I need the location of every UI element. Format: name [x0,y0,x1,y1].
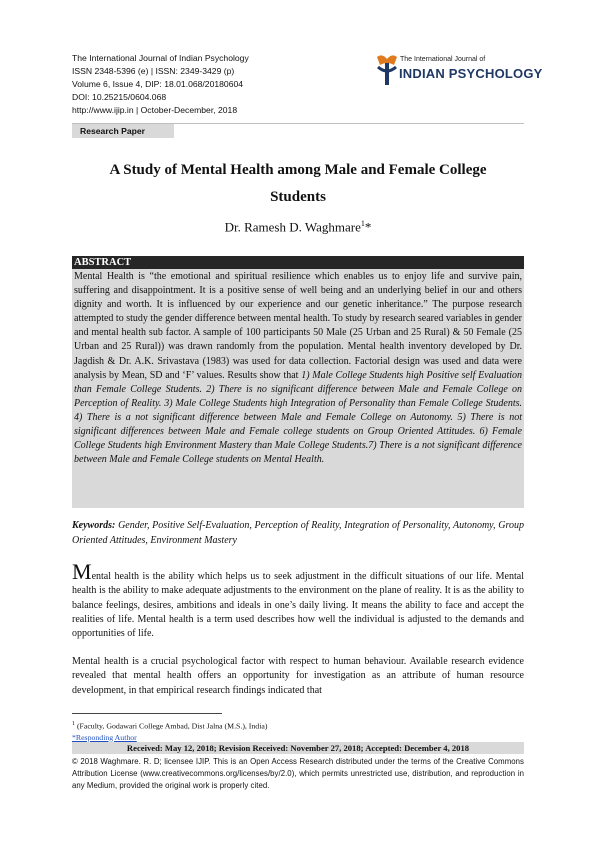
keywords [72,519,524,548]
footnote-rule [72,713,222,714]
section-label: Research Paper [72,124,174,138]
body-paragraph-1 [72,559,524,641]
journal-url[interactable]: http://www.ijip.in | October-December, 2018 [72,105,238,116]
abstract-heading: ABSTRACT [72,256,524,269]
keywords-text: Gender, Positive Self-Evaluation, Perception of Reality, Integration of Personality, Autonomy, Group Oriented Attitudes, Environment Mastery [72,520,525,546]
footnote-affiliation-line [72,719,524,732]
logo-small-text: The International Journal of [400,56,486,63]
license-text: © 2018 Waghmare. R. D; licensee IJIP. This is an Open Access Research distributed under the terms of the Creative Commons Attribution License (www.creativecommons.org/licenses/by/2.0), which permits unrestricted use, distribution, and reproduction in any Medium, provided the original work is properly cited. [72,757,524,791]
keywords-label: Keywords: [72,520,116,531]
journal-name: The International Journal of Indian Psychology [72,53,249,63]
logo-big-text: INDIAN PSYCHOLOGY [399,66,543,81]
abstract-results: 1) Male College Students high Positive self Evaluation than Female College Students. 2) There is no significant difference between Male and Female College on Perception of Reality. 3) Male College Students high Integration of Personality than Female College Students. 4) There is a not significant difference between Male and Female College on Autonomy. 5) There is not significant differences between Male and Female college students on Group Oriented Attitudes. 6) Female College Students high Environment Mastery than Male College Students.7) There is a not significant difference between Male and Female College students on Mental Health. [74,369,523,466]
abstract-body [72,269,524,508]
footnote-mark: 1 [72,721,75,727]
title-line-1: A Study of Mental Health among Male and Female College [109,162,487,178]
footnote [72,719,524,743]
body-paragraph-2: Mental health is a crucial psychological factor with respect to human behaviour. Available research evidence revealed that mental health offers an opportunity for investigation as an attribute of human resource development, in that empirical research findings indicated that [72,656,524,696]
paragraph-1-text: ental health is the ability which helps us to seek adjustment in the difficult situations of our life. Mental health is the ability to make adequate adjustments to the environment on the plane of reality. It is as the ability to balance feelings, desires, ambitions and ideals in one’s daily living. It means the ability to face and accept the realities of life. Mental health is a term used describes how well the individual is adjusted to the demands and opportunities of life. [72,571,524,640]
title-line-2: Students [270,189,326,205]
abstract-text: Mental Health is “the emotional and spiritual resilience which enables us to enjoy life and survive pain, suffering and disappointment. It is a positive sense of well being and an underlying belief in our and others dignity and worth. It is influenced by our experience and our genetic inheritance.” The purpose research attempted to study the gender difference between mental health. To study by research seared variables in gender and mental health sub factor. A sample of 100 participants 50 Male (25 Urban and 25 Rural) & 50 Female (25 Urban and 25 Rural)) was drawn randomly from the population. Mental health inventory developed by Dr. Jagdish & Dr. A.K. Srivastava (1983) was used for data collection. Factorial design was used and data were analysis by Mean, SD and ‘F’ values. Results show that [74,271,522,381]
footnote-affiliation: (Faculty, Godawari College Ambad, Dist Jalna (M.S.), India) [75,721,268,731]
received-dates: Received: May 12, 2018; Revision Received: November 27, 2018; Accepted: December 4, 2018 [72,742,524,754]
drop-cap: M [72,559,92,584]
logo-emblem-icon [374,53,400,87]
responding-author-link[interactable]: *Responding Author [72,732,137,742]
paper-title [72,157,524,211]
journal-volume: Volume 6, Issue 4, DIP: 18.01.068/20180604 [72,79,244,90]
journal-meta [72,52,249,117]
author-star: * [364,219,372,235]
journal-issn: ISSN 2348-5396 (e) | ISSN: 2349-3429 (p) [72,66,235,77]
author-footnote-mark: 1 [360,219,365,228]
author-line [72,219,524,235]
journal-logo [374,47,543,93]
journal-doi: DOI: 10.25215/0604.068 [72,92,167,103]
author-name: Dr. Ramesh D. Waghmare [224,219,361,235]
